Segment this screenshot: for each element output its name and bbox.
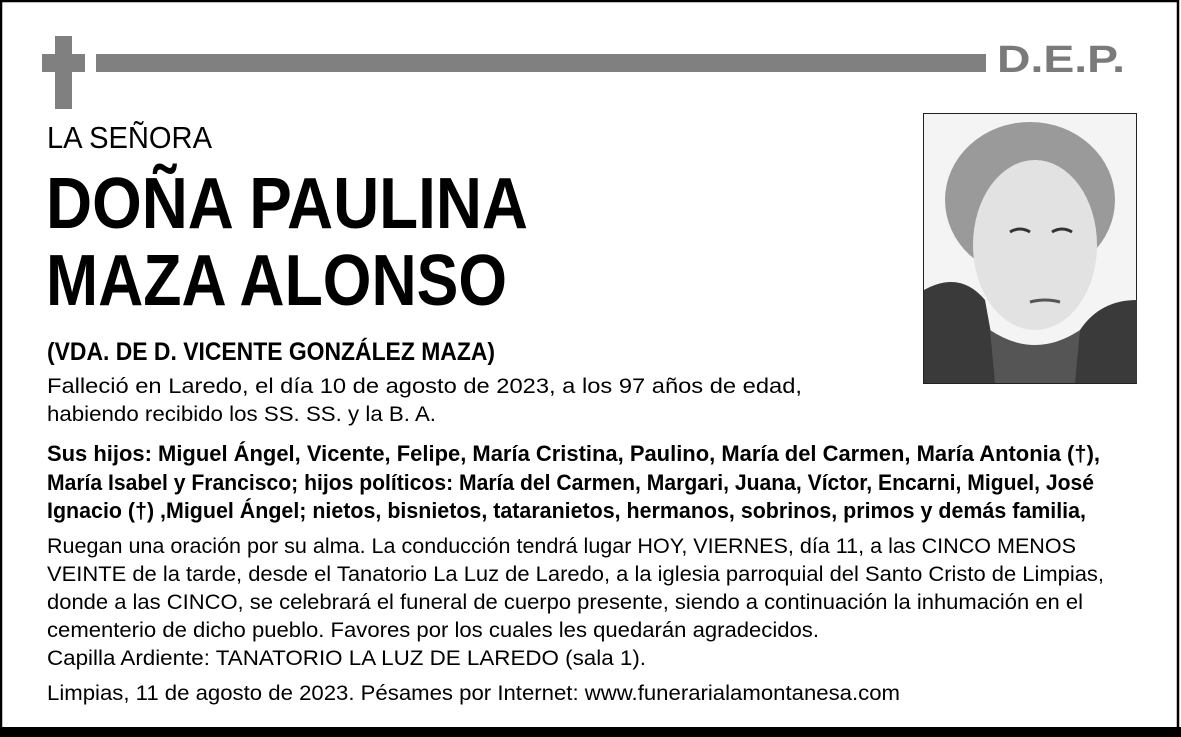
dep-label: D.E.P. xyxy=(997,39,1125,81)
death-info-line: Falleció en Laredo, el día 10 de agosto de 2023, a los 97 años de edad, xyxy=(47,375,802,398)
service-line: VEINTE de la tarde, desde el Tanatorio La Luz de Laredo, a la iglesia parroquial del Santo Cristo de Limpias, xyxy=(47,563,1104,586)
footer-condolences: Limpias, 11 de agosto de 2023. Pésames por Internet: www.funerarialamontanesa.com xyxy=(47,682,901,705)
service-line: donde a las CINCO, se celebrará el funeral de cuerpo presente, siendo a continuación la inhumación en el xyxy=(47,591,1083,614)
portrait-photo xyxy=(924,114,1138,384)
death-info-line: habiendo recibido los SS. SS. y la B. A. xyxy=(47,403,436,426)
service-line: Ruegan una oración por su alma. La conducción tendrá lugar HOY, VIERNES, día 11, a las CINCO MENOS xyxy=(47,535,1076,558)
deceased-name-line2: MAZA ALONSO xyxy=(46,241,507,321)
cross-icon xyxy=(42,36,85,109)
deceased-name-line1: DOÑA PAULINA xyxy=(46,164,590,244)
bottom-bar xyxy=(0,727,1181,737)
family-line: María Isabel y Francisco; hijos políticos: María del Carmen, Margari, Juana, Víctor, Encarni, Miguel, José xyxy=(47,470,1094,495)
family-line: Sus hijos: Miguel Ángel, Vicente, Felipe, María Cristina, Paulino, María del Carmen, María Antonia (†), xyxy=(47,441,1100,466)
family-line: Ignacio (†) ,Miguel Ángel; nietos, bisnietos, tataranietos, hermanos, sobrinos, primos y demás familia, xyxy=(47,498,1086,523)
header-rule xyxy=(96,54,986,72)
chapel-info: Capilla Ardiente: TANATORIO LA LUZ DE LAREDO (sala 1). xyxy=(47,647,646,670)
widow-of: (VDA. DE D. VICENTE GONZÁLEZ MAZA) xyxy=(47,338,536,366)
title-prefix: LA SEÑORA xyxy=(47,120,213,155)
service-line: cementerio de dicho pueblo. Favores por los cuales les quedarán agradecidos. xyxy=(47,619,820,642)
